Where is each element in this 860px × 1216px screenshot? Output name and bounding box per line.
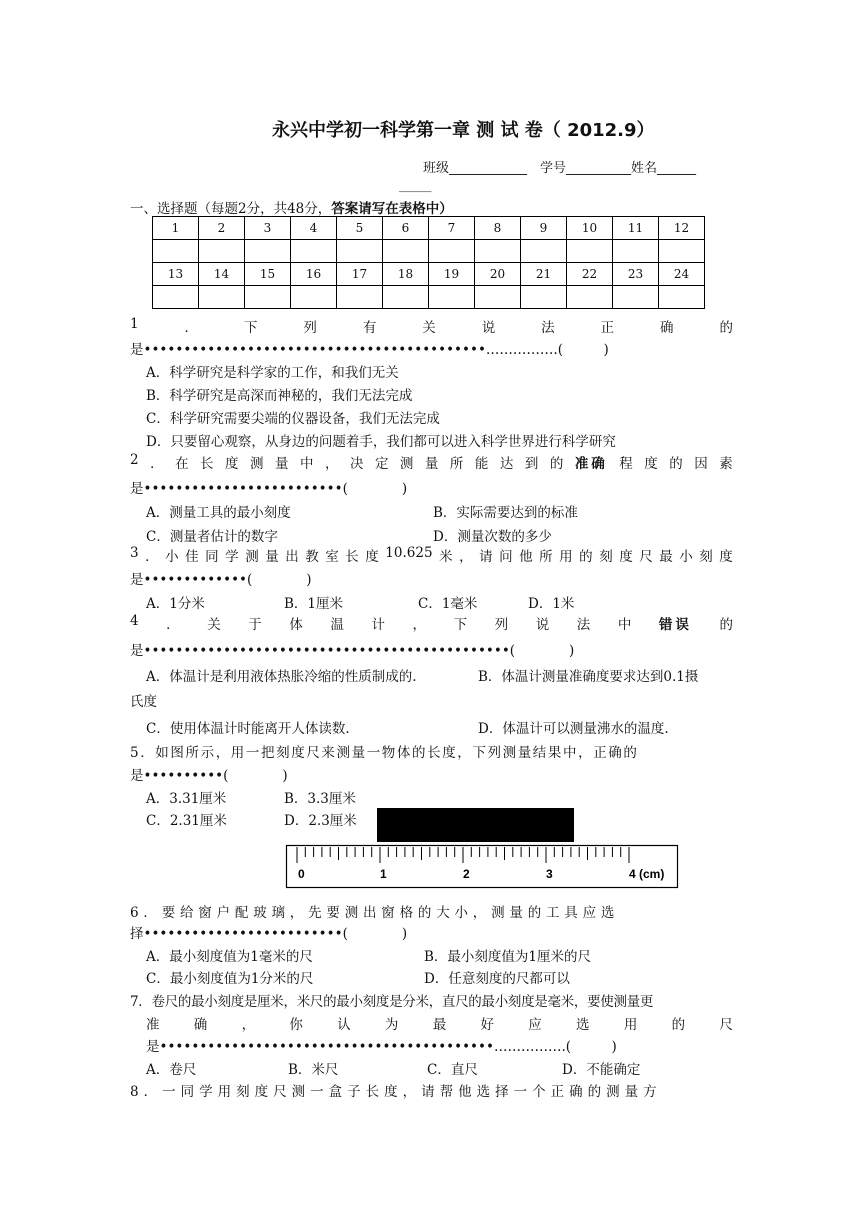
ruler-label-0: 0 — [298, 867, 305, 881]
stem-char: 室 — [325, 549, 339, 565]
number-cell: 10 — [567, 217, 613, 240]
stem-char: 法 — [541, 320, 555, 336]
stem-char: 的 — [549, 456, 564, 472]
question-4-option-d: D．体温计可以测量沸水的温度. — [478, 721, 669, 737]
stem-char: ， — [412, 617, 427, 633]
question-3-tail: 是•••••••••••••( ) — [130, 572, 312, 588]
stem-char: 正 — [600, 320, 615, 336]
stem-char: 小 — [679, 549, 693, 565]
stem-char: 在 — [175, 456, 189, 472]
stem-char: 的 — [579, 549, 593, 565]
number-cell: 11 — [613, 217, 659, 240]
stem-char: 的 — [671, 1017, 686, 1033]
question-2-option-b: B．实际需要达到的标准 — [433, 505, 578, 521]
stem-char: 量 — [275, 456, 289, 472]
stem-char: 尺 — [639, 549, 653, 565]
answer-cell[interactable] — [337, 286, 383, 309]
question-1-stem — [130, 316, 733, 336]
number-cell: 1 — [153, 217, 199, 240]
stem-char: ． — [184, 320, 199, 336]
stem-char: 列 — [303, 320, 317, 336]
ruler-label-1: 1 — [380, 867, 387, 881]
stem-char: 说 — [481, 320, 496, 336]
answer-cell[interactable] — [199, 240, 245, 263]
stem-char: 4 — [130, 613, 139, 629]
stem-char: 的 — [719, 320, 733, 336]
stem-char: 测 — [399, 456, 414, 472]
answer-cell[interactable] — [429, 240, 475, 263]
answer-cell[interactable] — [613, 286, 659, 309]
stem-char: 达 — [499, 456, 514, 472]
stem-char: 能 — [474, 456, 489, 472]
stem-char: 3 — [130, 545, 139, 561]
answer-cell[interactable] — [291, 240, 337, 263]
stem-char: 长 — [200, 456, 214, 472]
stem-char: 出 — [285, 549, 299, 565]
question-3-option-a: A．1分米 — [146, 596, 205, 612]
stem-char: ． — [166, 617, 180, 633]
number-cell: 14 — [199, 263, 245, 286]
stem-char: 温 — [330, 617, 344, 633]
answer-cell[interactable] — [245, 240, 291, 263]
stem-char: 2 — [130, 452, 139, 468]
student-info: 班级____________ 学号__________姓名______ — [423, 161, 697, 176]
answer-cell[interactable] — [659, 240, 705, 263]
stem-char: 关 — [422, 320, 436, 336]
question-1-option-c: C．科学研究需要尖端的仪器设备，我们无法完成 — [146, 411, 440, 427]
number-cell: 8 — [475, 217, 521, 240]
answer-cell[interactable] — [153, 286, 199, 309]
number-cell: 15 — [245, 263, 291, 286]
stem-char: 法 — [576, 617, 591, 633]
stem-char: 计 — [371, 617, 385, 633]
stem-char: 米 — [439, 549, 453, 565]
question-1-option-d: D．只要留心观察，从身边的问题着手，我们都可以进入科学世界进行科学研究 — [146, 434, 616, 450]
question-6-option-a: A．最小刻度值为1毫米的尺 — [146, 949, 313, 965]
stem-char: 因 — [694, 456, 708, 472]
question-6-tail: 择•••••••••••••••••••••••••( ) — [130, 926, 408, 942]
question-1-tail: 是•••••••••••••••••••••••••••••••••••••••••••…………….( ) — [130, 342, 609, 358]
ruler-figure — [286, 845, 678, 891]
stem-char: 所 — [539, 549, 553, 565]
question-2-option-c: C．测量者估计的数字 — [146, 529, 278, 545]
stem-char: 量 — [265, 549, 279, 565]
answer-cell[interactable] — [429, 286, 475, 309]
ruler-label-2: 2 — [463, 867, 470, 881]
stem-char: 刻 — [599, 549, 613, 565]
stem-char: 请 — [479, 549, 493, 565]
stem-char: 教 — [305, 549, 319, 565]
answer-cell[interactable] — [475, 240, 521, 263]
answer-cell[interactable] — [199, 286, 245, 309]
stem-char: 应 — [528, 1017, 542, 1033]
stem-char: ． — [150, 456, 164, 472]
answer-cell[interactable] — [383, 240, 429, 263]
number-cell: 9 — [521, 217, 567, 240]
number-cell: 23 — [613, 263, 659, 286]
number-cell: 6 — [383, 217, 429, 240]
question-4-tail: 是••••••••••••••••••••••••••••••••••••••••••••••( ) — [130, 643, 575, 659]
stem-char: 刻 — [699, 549, 713, 565]
stem-char: 有 — [362, 320, 377, 336]
stem-char: 准 — [146, 1017, 160, 1033]
answer-cell[interactable] — [337, 240, 383, 263]
question-5-option-a: A．3.31厘米 — [146, 791, 227, 807]
question-8-stem: 8．一同学用刻度尺测一盒子长度，请帮他选择一个正确的测量方 — [130, 1084, 662, 1100]
stem-char: 测 — [250, 456, 264, 472]
stem-char: 体 — [289, 617, 303, 633]
number-cell: 2 — [199, 217, 245, 240]
question-5-tail: 是••••••••••( ) — [130, 768, 288, 784]
stem-char: ， — [241, 1017, 256, 1033]
answer-cell[interactable] — [567, 286, 613, 309]
ruler-body — [287, 846, 678, 888]
stem-char: 同 — [205, 549, 219, 565]
question-7-tail: 是••••••••••••••••••••••••••••••••••••••••••…………….( ) — [146, 1039, 617, 1055]
stem-char: 素 — [719, 456, 733, 472]
stem-char: ． — [145, 549, 159, 565]
stem-char: 错误 — [658, 617, 692, 633]
question-7-option-c: C．直尺 — [427, 1062, 478, 1078]
number-cell: 5 — [337, 217, 383, 240]
number-cell: 20 — [475, 263, 521, 286]
page-title: 永兴中学初一科学第一章 测 试 卷（ 2012.9） — [272, 120, 655, 141]
answer-cell[interactable] — [567, 240, 613, 263]
stem-char: 尺 — [719, 1017, 733, 1033]
stem-char: 中 — [617, 617, 632, 633]
stem-char: ， — [459, 549, 473, 565]
question-3-stem — [130, 545, 733, 565]
question-5-option-b: B．3.3厘米 — [284, 791, 356, 807]
stem-char: 下 — [453, 617, 468, 633]
question-4-option-c: C．使用体温计时能离开人体读数. — [146, 721, 350, 737]
stem-char: 度 — [619, 549, 633, 565]
stem-char: 的 — [669, 456, 683, 472]
stem-char: 列 — [494, 617, 509, 633]
stem-char: 关 — [207, 617, 221, 633]
question-3-option-d: D．1米 — [528, 596, 575, 612]
stem-char: 认 — [337, 1017, 351, 1033]
stem-char: ， — [324, 456, 339, 472]
question-4-option-a: A．体温计是利用液体热胀冷缩的性质制成的. — [146, 669, 417, 685]
number-cell: 12 — [659, 217, 705, 240]
question-5-stem: 5．如图所示，用一把刻度尺来测量一物体的长度，下列测量结果中，正确的 — [130, 745, 639, 761]
answer-cell[interactable] — [291, 286, 337, 309]
stem-char: 程 — [619, 456, 633, 472]
answer-cell[interactable] — [521, 240, 567, 263]
question-2-option-a: A．测量工具的最小刻度 — [146, 505, 291, 521]
stem-char: 决 — [349, 456, 364, 472]
stem-char: 问 — [499, 549, 513, 565]
number-cell: 21 — [521, 263, 567, 286]
number-cell: 16 — [291, 263, 337, 286]
stem-char: 量 — [424, 456, 439, 472]
stem-char: 所 — [449, 456, 464, 472]
stem-char: 确 — [660, 320, 674, 336]
stem-char: 说 — [535, 617, 550, 633]
stem-char: 用 — [623, 1017, 638, 1033]
question-7-option-b: B．米尺 — [288, 1062, 339, 1078]
stem-char: 你 — [289, 1017, 303, 1033]
number-cell: 4 — [291, 217, 337, 240]
question-4-option-b-cont: 氏度 — [130, 694, 157, 710]
question-7-stem-cont — [146, 1013, 733, 1033]
answer-cell[interactable] — [613, 240, 659, 263]
number-cell: 7 — [429, 217, 475, 240]
number-cell: 3 — [245, 217, 291, 240]
question-6-stem: 6．要给窗户配玻璃，先要测出窗格的大小，测量的工具应选 — [130, 905, 620, 921]
number-cell: 18 — [383, 263, 429, 286]
answer-cell[interactable] — [153, 240, 199, 263]
number-cell: 24 — [659, 263, 705, 286]
stem-char: 度 — [225, 456, 239, 472]
stem-char: 选 — [576, 1017, 590, 1033]
stem-char: 长 — [345, 549, 359, 565]
question-6-option-d: D．任意刻度的尺都可以 — [424, 971, 570, 987]
answer-cell[interactable] — [245, 286, 291, 309]
measured-object — [377, 808, 574, 842]
stem-char: 度 — [719, 549, 733, 565]
stem-char: 度 — [365, 549, 379, 565]
section-header: 一、选择题（每题2分，共48分，答案请写在表格中） — [130, 201, 453, 217]
stem-char: 用 — [559, 549, 573, 565]
number-cell: 17 — [337, 263, 383, 286]
question-2-option-d: D．测量次数的多少 — [433, 529, 552, 545]
stem-char: 小 — [165, 549, 179, 565]
question-7-stem: 7．卷尺的最小刻度是厘米，米尺的最小刻度是分米，直尺的最小刻度是毫米，要使测量更 — [130, 994, 654, 1010]
question-1-option-a: A．科学研究是科学家的工作，和我们无关 — [146, 365, 399, 381]
answer-table — [152, 216, 705, 309]
number-cell: 13 — [153, 263, 199, 286]
question-4-stem — [130, 613, 733, 633]
answer-cell[interactable] — [521, 286, 567, 309]
stem-char: 度 — [644, 456, 658, 472]
question-3-option-b: B．1厘米 — [284, 596, 344, 612]
question-5-option-c: C．2.31厘米 — [146, 813, 227, 829]
ruler-label-3: 3 — [546, 867, 553, 881]
number-cell: 19 — [429, 263, 475, 286]
stem-char: 于 — [248, 617, 262, 633]
question-7-option-a: A．卷尺 — [146, 1062, 197, 1078]
stem-char: 佳 — [185, 549, 199, 565]
stem-char: 确 — [193, 1017, 208, 1033]
stem-char: 学 — [225, 549, 239, 565]
stem-char: 下 — [243, 320, 258, 336]
stem-char: 10.625 — [385, 545, 433, 561]
stem-char: 为 — [384, 1017, 399, 1033]
stem-char: 1 — [130, 316, 139, 332]
question-7-option-d: D．不能确定 — [562, 1062, 641, 1078]
stem-char: 定 — [374, 456, 389, 472]
stem-char: 的 — [719, 617, 733, 633]
answer-cell[interactable] — [659, 286, 705, 309]
question-2-tail: 是•••••••••••••••••••••••••( ) — [130, 481, 408, 497]
stem-char: 测 — [245, 549, 259, 565]
question-2-stem — [130, 452, 733, 472]
stem-char: 准确 — [574, 456, 608, 472]
question-3-option-c: C．1毫米 — [418, 596, 478, 612]
stem-char: 最 — [432, 1017, 447, 1033]
stem-char: 好 — [480, 1017, 494, 1033]
stem-char: 他 — [519, 549, 533, 565]
stem-char: 到 — [524, 456, 539, 472]
question-1-option-b: B．科学研究是高深而神秘的，我们无法完成 — [146, 388, 413, 404]
question-5-option-d: D．2.3厘米 — [284, 813, 357, 829]
student-info-tail: _____ — [399, 178, 432, 193]
stem-char: 中 — [299, 456, 314, 472]
stem-char: 最 — [659, 549, 673, 565]
ruler-label-4: 4 (cm) — [629, 867, 665, 881]
number-cell: 22 — [567, 263, 613, 286]
question-6-option-c: C．最小刻度值为1分米的尺 — [146, 971, 314, 987]
answer-cell[interactable] — [475, 286, 521, 309]
question-4-option-b: B．体温计测量准确度要求达到0.1摄 — [478, 669, 699, 685]
answer-cell[interactable] — [383, 286, 429, 309]
question-6-option-b: B．最小刻度值为1厘米的尺 — [424, 949, 592, 965]
